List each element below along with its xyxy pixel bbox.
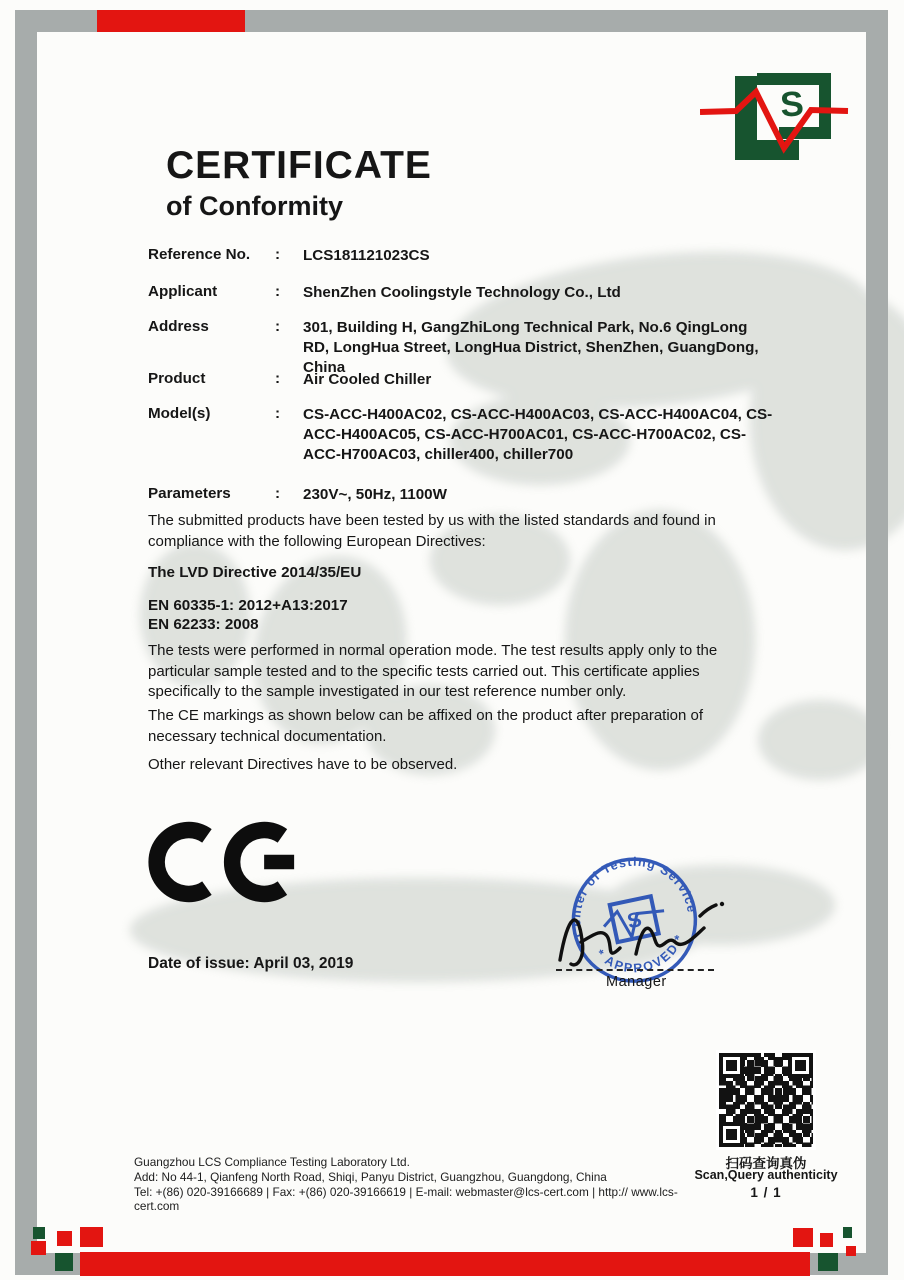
standard-line: EN 60335-1: 2012+A13:2017 bbox=[148, 597, 348, 614]
field-value: Air Cooled Chiller bbox=[303, 371, 432, 388]
pulse-line-icon bbox=[700, 68, 860, 168]
lcs-logo-icon bbox=[700, 68, 860, 168]
bottom-left-green-square bbox=[55, 1253, 73, 1271]
footer-contacts: Tel: +(86) 020-39166689 | Fax: +(86) 020-39166619 | E-mail: webmaster@lcs-cert.com | http:// www.lcs-cert.com bbox=[134, 1184, 678, 1214]
stamp-arc-bottom-text: * APPROVED * bbox=[592, 931, 688, 976]
footer bbox=[134, 1155, 694, 1214]
field-colon: : bbox=[275, 246, 281, 263]
field-row-models bbox=[148, 405, 788, 465]
field-value: 301, Building H, GangZhiLong Technical Park, No.6 QingLong RD, LongHua Street, LongHua District, ShenZhen, GuangDong, China bbox=[303, 319, 759, 376]
field-row-parameters bbox=[148, 485, 788, 505]
field-label: Address bbox=[148, 318, 209, 335]
stamp-center-letter: S bbox=[625, 907, 644, 934]
qr-caption-chinese: 扫码查询真伪 bbox=[725, 1156, 807, 1171]
bottom-left-green-square bbox=[33, 1227, 45, 1239]
field-label: Model(s) bbox=[148, 405, 211, 422]
qr-code bbox=[716, 1050, 816, 1150]
signature-line bbox=[556, 969, 714, 971]
field-label: Reference No. bbox=[148, 246, 251, 263]
stamp-arc-top-text: Center of Testing Service bbox=[569, 854, 699, 939]
other-directives-paragraph: Other relevant Directives have to be observed. bbox=[148, 756, 458, 773]
field-colon: : bbox=[275, 370, 281, 387]
standards-list bbox=[148, 596, 728, 634]
field-colon: : bbox=[275, 405, 281, 422]
bottom-right-green-square bbox=[818, 1253, 838, 1271]
qr-finder-icon bbox=[719, 1122, 744, 1147]
bottom-right-red-square bbox=[793, 1228, 813, 1247]
bottom-right-red-square bbox=[846, 1246, 856, 1256]
field-row-address bbox=[148, 318, 788, 378]
field-row-reference-no bbox=[148, 246, 788, 266]
bottom-left-red-square bbox=[80, 1227, 103, 1247]
page-subtitle: of Conformity bbox=[166, 191, 343, 221]
frame-left bbox=[15, 10, 37, 1275]
page-title: CERTIFICATE bbox=[166, 144, 432, 187]
bottom-right-red-square bbox=[820, 1233, 833, 1247]
field-label: Parameters bbox=[148, 485, 231, 502]
field-value: LCS181121023CS bbox=[303, 247, 430, 264]
footer-address: Add: No 44-1, Qianfeng North Road, Shiqi, Panyu District, Guangzhou, Guangdong, China bbox=[134, 1169, 607, 1184]
frame-right bbox=[866, 10, 888, 1275]
lcs-logo-letter: S bbox=[778, 84, 805, 125]
field-value: ShenZhen Coolingstyle Technology Co., Ltd bbox=[303, 284, 621, 301]
qr-caption-english: Scan,Query authenticity bbox=[694, 1168, 838, 1182]
field-value: CS-ACC-H400AC02, CS-ACC-H400AC03, CS-ACC-H400AC04, CS-ACC-H400AC05, CS-ACC-H700AC01, CS-ACC-H700AC02, CS-ACC-H700AC03, chiller400, chiller700 bbox=[303, 406, 773, 463]
tests-paragraph: The tests were performed in normal operation mode. The test results apply only to the particular sample tested and to the specific tests carried out. This certificate applies specifically to the sample investigated in our test reference number only. bbox=[148, 642, 718, 700]
field-colon: : bbox=[275, 283, 281, 300]
field-colon: : bbox=[275, 318, 281, 335]
field-row-product bbox=[148, 370, 788, 390]
qr-finder-icon bbox=[788, 1053, 813, 1078]
bottom-right-green-square bbox=[843, 1227, 852, 1238]
page-number: 1 / 1 bbox=[750, 1185, 782, 1200]
directive-line: The LVD Directive 2014/35/EU bbox=[148, 564, 362, 581]
top-red-accent bbox=[97, 10, 245, 32]
bottom-red-bar bbox=[80, 1252, 810, 1276]
field-colon: : bbox=[275, 485, 281, 502]
bottom-left-red-square bbox=[31, 1241, 46, 1255]
qr-pattern bbox=[719, 1053, 813, 1147]
bottom-left-red-square bbox=[57, 1231, 72, 1246]
standard-line: EN 62233: 2008 bbox=[148, 616, 259, 633]
manager-label: Manager bbox=[606, 974, 667, 990]
intro-paragraph: The submitted products have been tested by us with the listed standards and found in compliance with the following European Directives: bbox=[148, 512, 716, 550]
ce-mark-icon bbox=[148, 812, 298, 912]
field-row-applicant bbox=[148, 283, 788, 303]
qr-finder-icon bbox=[719, 1053, 744, 1078]
ce-markings-paragraph: The CE markings as shown below can be affixed on the product after preparation of necessary technical documentation. bbox=[148, 707, 704, 745]
field-label: Product bbox=[148, 370, 206, 387]
field-label: Applicant bbox=[148, 283, 218, 300]
footer-company: Guangzhou LCS Compliance Testing Laboratory Ltd. bbox=[134, 1155, 410, 1169]
date-of-issue: Date of issue: April 03, 2019 bbox=[148, 955, 354, 972]
field-value: 230V~, 50Hz, 1100W bbox=[303, 486, 447, 503]
